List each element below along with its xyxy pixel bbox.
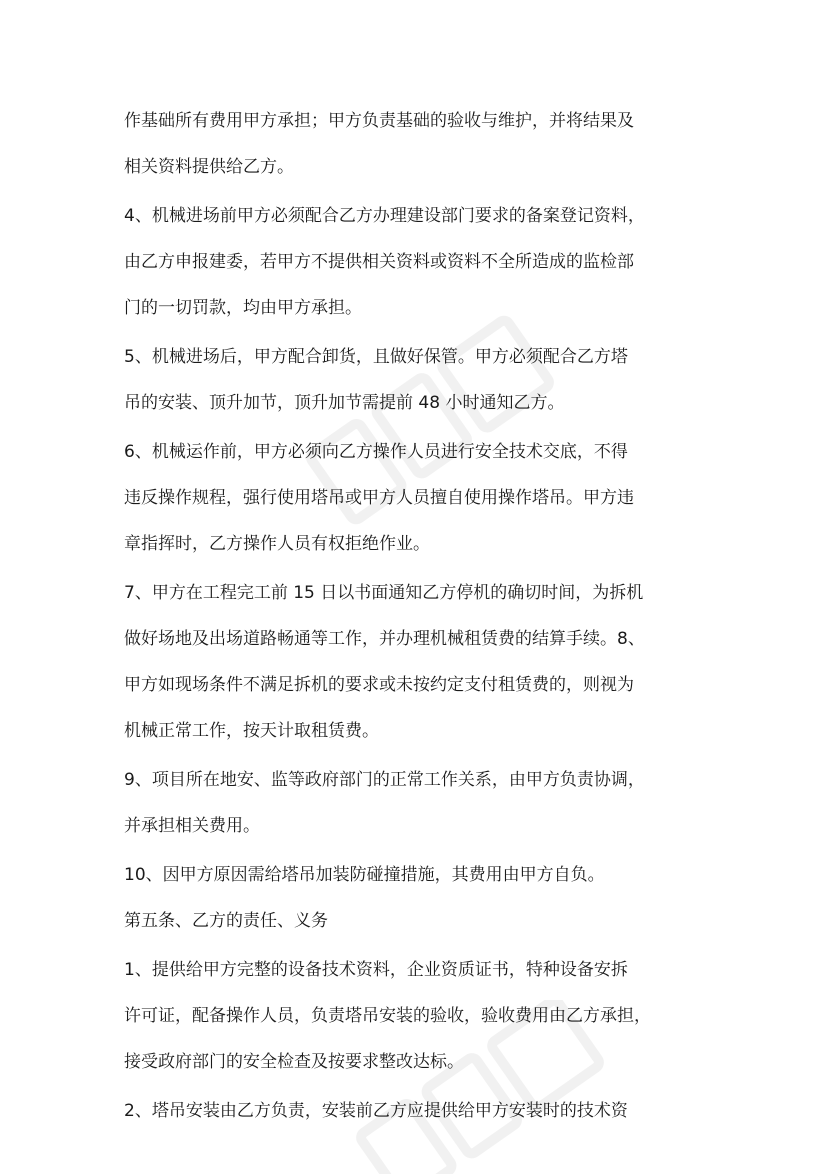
text-line: 章指挥时，乙方操作人员有权拒绝作业。 <box>124 534 430 554</box>
text-line: 由乙方申报建委，若甲方不提供相关资料或资料不全所造成的监检部 <box>124 252 634 272</box>
text-line: 并承担相关费用。 <box>124 816 260 836</box>
text-line: 5、机械进场后，甲方配合卸货，且做好保管。甲方必须配合乙方塔 <box>124 347 628 367</box>
text-line: 接受政府部门的安全检查及按要求整改达标。 <box>124 1052 464 1072</box>
text-line: 7、甲方在工程完工前 15 日以书面通知乙方停机的确切时间，为拆机 <box>124 583 644 603</box>
text-line: 2、塔吊安装由乙方负责，安装前乙方应提供给甲方安装时的技术资 <box>124 1101 628 1121</box>
document-body <box>124 98 714 1134</box>
text-line: 1、提供给甲方完整的设备技术资料，企业资质证书，特种设备安拆 <box>124 960 628 980</box>
text-line: 6、机械运作前，甲方必须向乙方操作人员进行安全技术交底，不得 <box>124 442 628 462</box>
text-line: 甲方如现场条件不满足拆机的要求或未按约定支付租赁费的，则视为 <box>124 675 634 695</box>
text-line: 机械正常工作，按天计取租赁费。 <box>124 721 379 741</box>
text-line: 违反操作规程，强行使用塔吊或甲方人员擅自使用操作塔吊。甲方违 <box>124 488 634 508</box>
text-line: 10、因甲方原因需给塔吊加装防碰撞措施，其费用由甲方自负。 <box>124 865 605 885</box>
text-line: 4、机械进场前甲方必须配合乙方办理建设部门要求的备案登记资料， <box>124 206 645 226</box>
section-heading: 第五条、乙方的责任、义务 <box>124 911 328 931</box>
text-line: 做好场地及出场道路畅通等工作，并办理机械租赁费的结算手续。8、 <box>124 629 645 649</box>
text-line: 许可证，配备操作人员，负责塔吊安装的验收，验收费用由乙方承担， <box>124 1006 651 1026</box>
text-line: 门的一切罚款，均由甲方承担。 <box>124 298 362 318</box>
text-line: 相关资料提供给乙方。 <box>124 157 294 177</box>
text-line: 吊的安装、顶升加节，顶升加节需提前 48 小时通知乙方。 <box>124 393 565 413</box>
text-line: 9、项目所在地安、监等政府部门的正常工作关系，由甲方负责协调， <box>124 770 645 790</box>
text-line: 作基础所有费用甲方承担；甲方负责基础的验收与维护，并将结果及 <box>124 111 634 131</box>
